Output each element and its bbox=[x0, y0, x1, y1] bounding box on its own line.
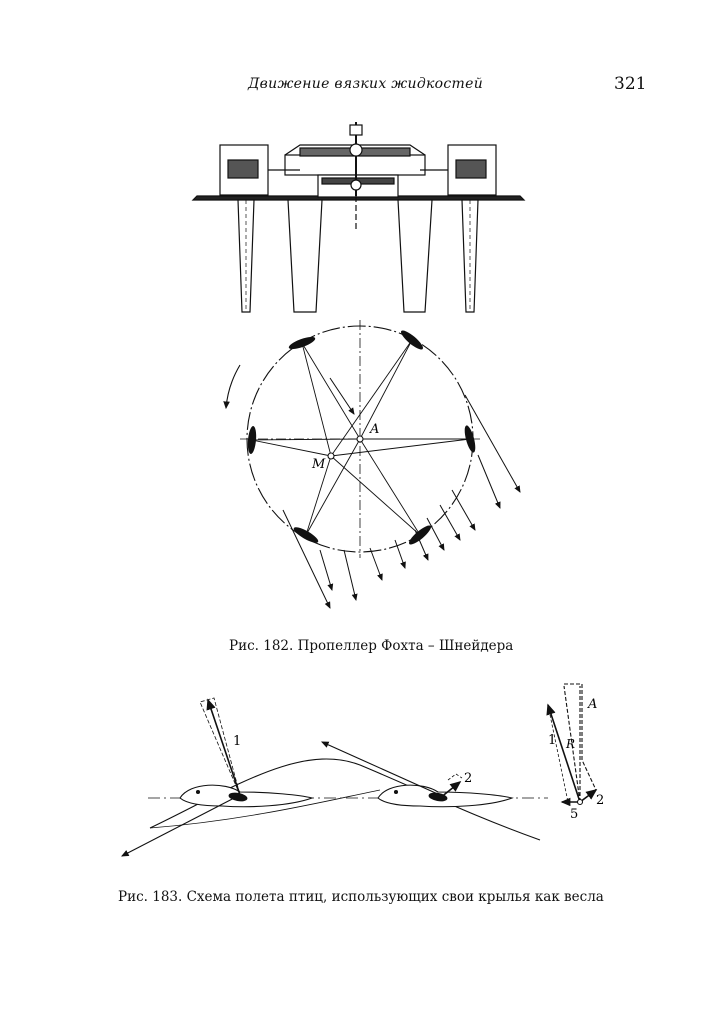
label-5: 5 bbox=[570, 807, 579, 822]
page-number: 321 bbox=[614, 74, 647, 94]
label-1-left: 1 bbox=[233, 734, 242, 749]
figure-182-caption: Рис. 182. Пропеллер Фохта – Шнейдера bbox=[229, 638, 514, 654]
label-A: A bbox=[370, 422, 380, 437]
label-1-right: 1 bbox=[548, 733, 557, 748]
label-2-right: 2 bbox=[596, 793, 605, 808]
figure-183-caption: Рис. 183. Схема полета птиц, использующих свои крылья как весла bbox=[118, 889, 604, 905]
label-M: M bbox=[312, 457, 326, 472]
figure-183 bbox=[0, 670, 720, 890]
running-title: Движение вязких жидкостей bbox=[248, 76, 484, 92]
label-2-mid: 2 bbox=[464, 771, 473, 786]
propeller-machine-drawing bbox=[193, 122, 524, 312]
label-A-right: A bbox=[588, 697, 598, 712]
label-R: R bbox=[566, 737, 576, 751]
propeller-circle-diagram bbox=[226, 320, 520, 608]
